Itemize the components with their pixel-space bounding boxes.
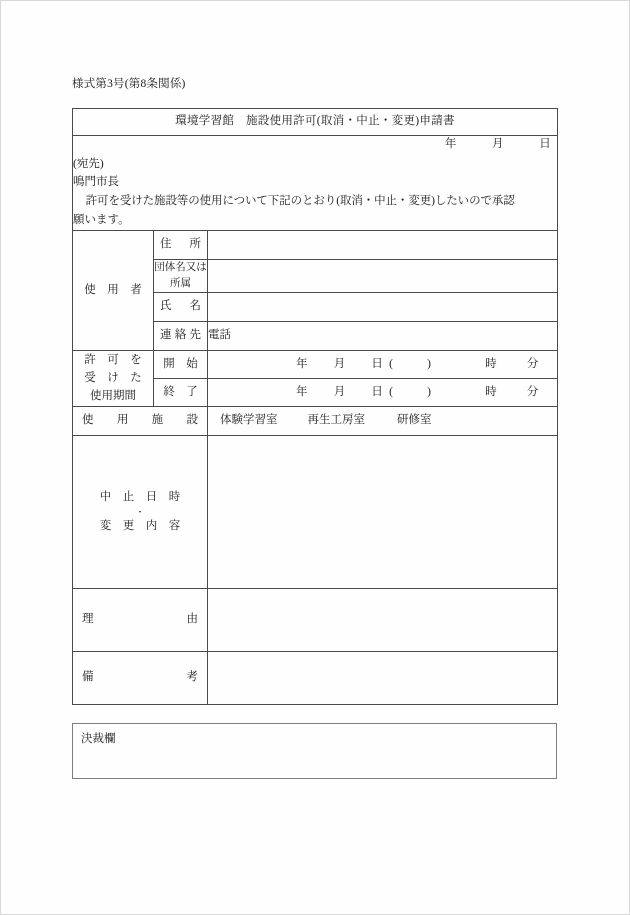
addressee-name: 鳴門市長 [73,175,119,188]
reason-value[interactable] [208,589,558,652]
period-start-value[interactable] [208,351,558,379]
period-end-label: 終 了 [154,379,208,407]
remarks-label: 備 考 [73,652,208,705]
change-detail-row [73,436,558,589]
user-name-label: 氏 名 [154,293,208,322]
user-group-label: 使 用 者 [73,230,154,351]
change-detail-label-line2: 変 更 内 容 [99,519,181,532]
period-start-row [73,351,558,379]
facility-option-0[interactable]: 体験学習室 [220,414,278,427]
period-start-label: 開 始 [154,351,208,379]
application-form-table [72,108,558,705]
change-detail-label [73,436,208,589]
period-end-datetime-pattern: 年 月 日 ( ) 時 分 [296,385,539,398]
remarks-row [73,652,558,705]
approval-box-label: 決裁欄 [81,733,116,745]
preamble-line-1: 許可を受けた施設等の使用について下記のとおり(取消・中止・変更)したいので承認 [85,195,515,208]
period-start-datetime-pattern: 年 月 日 ( ) 時 分 [296,357,539,370]
period-end-value[interactable] [208,379,558,407]
facility-option-1[interactable]: 再生工房室 [307,414,365,427]
facility-option-2[interactable]: 研修室 [397,414,432,427]
user-name-value[interactable] [208,293,558,322]
user-contact-label: 連 絡 先 [154,322,208,351]
preamble-cell [73,136,558,231]
user-address-row [73,230,558,259]
change-detail-label-separator: ・ [135,506,145,517]
change-detail-value[interactable] [208,436,558,589]
reason-row [73,589,558,652]
user-affiliation-label: 団体名又は所属 [154,259,208,293]
form-title: 環境学習館 施設使用許可(取消・中止・変更)申請書 [73,109,558,136]
facility-label: 使 用 施 設 [73,407,208,436]
form-number: 様式第3号(第8条関係) [72,78,186,90]
approval-box[interactable] [72,723,557,779]
addressee-label: (宛先) [73,157,104,170]
title-row [73,109,558,136]
user-affiliation-value[interactable] [208,259,558,293]
change-detail-label-line1: 中 止 日 時 [99,490,181,503]
submission-date-line: 年 月 日 [444,138,552,150]
remarks-value[interactable] [208,652,558,705]
permitted-period-label-line1: 許 可 を [84,354,142,366]
preamble-line-2: 願います。 [73,214,130,227]
preamble-row [73,136,558,231]
user-address-label: 住 所 [154,230,208,259]
facility-options [208,414,432,426]
user-address-value[interactable] [208,230,558,259]
permitted-period-label-line3: 使用期間 [90,389,136,402]
user-contact-value[interactable]: 電話 [208,322,558,351]
facility-row [73,407,558,436]
facility-value[interactable] [208,407,558,436]
permitted-period-label [73,351,154,407]
reason-label: 理 由 [73,589,208,652]
permitted-period-label-line2: 受 け た [84,371,142,384]
